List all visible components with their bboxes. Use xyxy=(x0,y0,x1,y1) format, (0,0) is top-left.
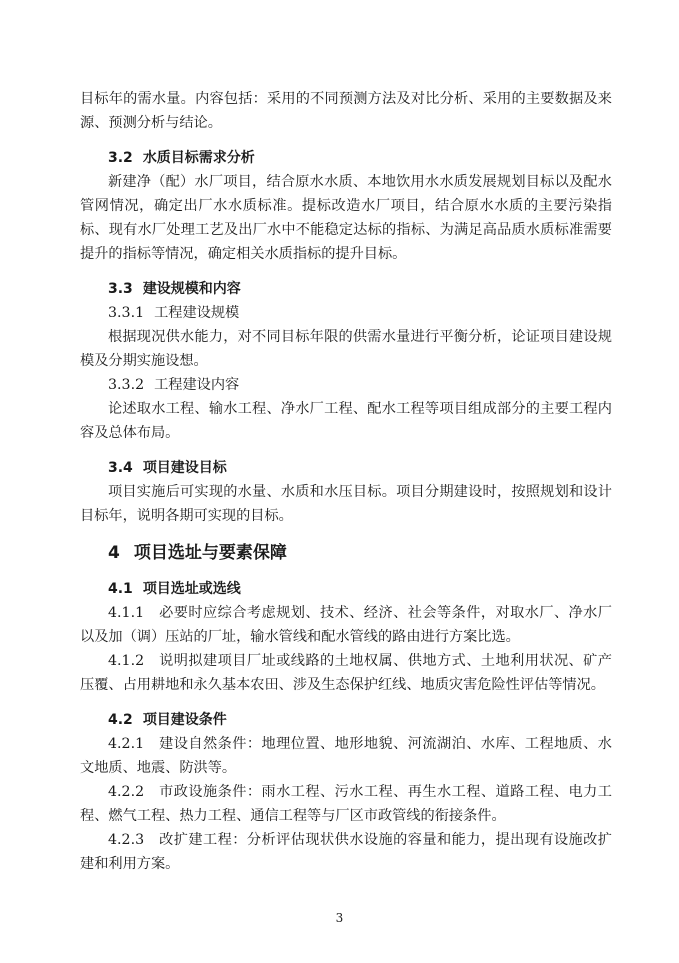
heading-number: 3.3.2 xyxy=(108,377,145,393)
paragraph: 4.2.2 市政设施条件：雨水工程、污水工程、再生水工程、道路工程、电力工程、燃气工程、热力工程、通信工程等与厂区市政管线的衔接条件。 xyxy=(80,784,612,824)
page-body xyxy=(80,87,612,876)
paragraph: 根据现况供水能力，对不同目标年限的供需水量进行平衡分析，论证项目建设规模及分期实施设想。 xyxy=(80,329,612,369)
page-number: 3 xyxy=(335,911,344,925)
paragraph: 项目实施后可实现的水量、水质和水压目标。项目分期建设时，按照规划和设计目标年，说明各期可实现的目标。 xyxy=(80,484,612,524)
heading-title: 工程建设规模 xyxy=(154,305,240,321)
heading-title: 工程建设内容 xyxy=(154,377,240,393)
paragraph: 新建净（配）水厂项目，结合原水水质、本地饮用水水质发展规划目标以及配水管网情况，确定出厂水水质标准。提标改造水厂项目，结合原水水质的主要污染指标、现有水厂处理工艺及出厂水中不能稳定达标的指标、为满足高品质水质标准需要提升的指标等情况，确定相关水质指标的提升目标。 xyxy=(80,174,612,262)
paragraph: 4.2.3 改扩建工程：分析评估现状供水设施的容量和能力，提出现有设施改扩建和利用方案。 xyxy=(80,832,612,872)
heading-title: 项目建设条件 xyxy=(142,712,227,728)
section-heading xyxy=(80,456,612,480)
heading-title: 项目选址或选线 xyxy=(142,581,241,597)
section-heading xyxy=(80,708,612,732)
subsection-heading xyxy=(80,373,612,397)
heading-number: 4 xyxy=(108,543,120,563)
heading-title: 项目建设目标 xyxy=(142,460,227,476)
heading-title: 建设规模和内容 xyxy=(142,281,241,297)
paragraph: 论述取水工程、输水工程、净水厂工程、配水工程等项目组成部分的主要工程内容及总体布局。 xyxy=(80,401,612,441)
heading-number: 3.4 xyxy=(108,460,133,476)
paragraph: 目标年的需水量。内容包括：采用的不同预测方法及对比分析、采用的主要数据及来源、预测分析与结论。 xyxy=(80,91,612,131)
paragraph: 4.1.2 说明拟建项目厂址或线路的土地权属、供地方式、土地利用状况、矿产压覆、占用耕地和永久基本农田、涉及生态保护红线、地质灾害危险性评估等情况。 xyxy=(80,653,612,693)
chapter-heading xyxy=(80,540,612,566)
section-heading xyxy=(80,146,612,170)
heading-title: 项目选址与要素保障 xyxy=(133,543,287,563)
subsection-heading xyxy=(80,301,612,325)
heading-title: 水质目标需求分析 xyxy=(142,150,255,166)
paragraph: 4.2.1 建设自然条件：地理位置、地形地貌、河流湖泊、水库、工程地质、水文地质、地震、防洪等。 xyxy=(80,736,612,776)
section-heading xyxy=(80,577,612,601)
section-heading xyxy=(80,277,612,301)
heading-number: 4.2 xyxy=(108,712,133,728)
heading-number: 4.1 xyxy=(108,581,133,597)
heading-number: 3.3.1 xyxy=(108,305,145,321)
paragraph: 4.1.1 必要时应综合考虑规划、技术、经济、社会等条件，对取水厂、净水厂以及加（调）压站的厂址，输水管线和配水管线的路由进行方案比选。 xyxy=(80,605,612,645)
heading-number: 3.3 xyxy=(108,281,133,297)
heading-number: 3.2 xyxy=(108,150,133,166)
